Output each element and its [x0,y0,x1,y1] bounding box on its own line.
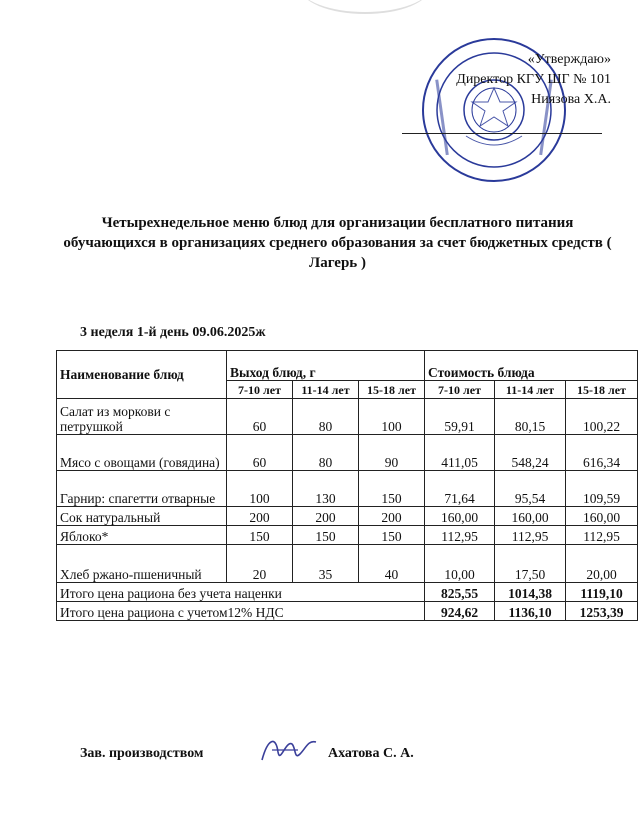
output-value: 150 [227,526,293,545]
approval-line-3: Ниязова Х.А. [531,92,611,107]
cost-value: 71,64 [425,471,495,507]
output-value: 80 [293,399,359,435]
header-name: Наименование блюд [57,351,227,399]
header-output: Выход блюд, г [227,351,425,381]
dish-name: Хлеб ржано-пшеничный [57,545,227,583]
cost-value: 17,50 [495,545,566,583]
approval-block [456,50,611,110]
cost-value: 112,95 [425,526,495,545]
header-age: 7-10 лет [227,381,293,399]
total-value: 924,62 [425,602,495,621]
table-row [57,526,638,545]
output-value: 130 [293,471,359,507]
header-row [57,351,638,381]
header-cost: Стоимость блюда [425,351,638,381]
total-label: Итого цена рациона с учетом12% НДС [57,602,425,621]
approval-line-1: «Утверждаю» [527,52,611,67]
cost-value: 95,54 [495,471,566,507]
output-value: 150 [293,526,359,545]
total-row [57,602,638,621]
paper-fold-mark [300,0,430,14]
cost-value: 160,00 [425,507,495,526]
total-value: 1136,10 [495,602,566,621]
cost-value: 112,95 [495,526,566,545]
output-value: 200 [359,507,425,526]
cost-value: 109,59 [566,471,638,507]
header-age: 11-14 лет [293,381,359,399]
output-value: 80 [293,435,359,471]
cost-value: 10,00 [425,545,495,583]
header-age: 15-18 лет [359,381,425,399]
total-value: 1253,39 [566,602,638,621]
header-age: 7-10 лет [425,381,495,399]
output-value: 100 [359,399,425,435]
dish-name: Яблоко* [57,526,227,545]
output-value: 200 [293,507,359,526]
table-row [57,507,638,526]
output-value: 35 [293,545,359,583]
cost-value: 100,22 [566,399,638,435]
day-label: 3 неделя 1-й день 09.06.2025ж [80,325,266,340]
output-value: 150 [359,526,425,545]
table-row [57,471,638,507]
total-label: Итого цена рациона без учета наценки [57,583,425,602]
menu-table [56,350,638,621]
cost-value: 20,00 [566,545,638,583]
cost-value: 160,00 [495,507,566,526]
output-value: 100 [227,471,293,507]
output-value: 60 [227,399,293,435]
cost-value: 112,95 [566,526,638,545]
dish-name: Гарнир: спагетти отварные [57,471,227,507]
table-row [57,435,638,471]
total-value: 1014,38 [495,583,566,602]
header-age: 11-14 лет [495,381,566,399]
output-value: 90 [359,435,425,471]
approval-line-2: Директор КГУ ШГ № 101 [456,72,611,87]
output-value: 60 [227,435,293,471]
footer-position: Зав. производством [80,746,204,761]
table-row [57,399,638,435]
header-age: 15-18 лет [566,381,638,399]
cost-value: 160,00 [566,507,638,526]
cost-value: 548,24 [495,435,566,471]
total-value: 825,55 [425,583,495,602]
output-value: 150 [359,471,425,507]
total-value: 1119,10 [566,583,638,602]
table-row [57,545,638,583]
dish-name: Мясо с овощами (говядина) [57,435,227,471]
output-value: 200 [227,507,293,526]
document-title: Четырехнедельное меню блюд для организации бесплатного питания обучающихся в организациях среднего образования за счет бюджетных средств ( Лагерь ) [63,215,612,271]
cost-value: 59,91 [425,399,495,435]
output-value: 20 [227,545,293,583]
handwritten-signature [258,730,322,770]
cost-value: 411,05 [425,435,495,471]
total-row [57,583,638,602]
output-value: 40 [359,545,425,583]
cost-value: 616,34 [566,435,638,471]
dish-name: Салат из моркови с петрушкой [57,399,227,435]
signature-line [402,133,602,134]
footer-signer: Ахатова С. А. [328,746,414,761]
cost-value: 80,15 [495,399,566,435]
dish-name: Сок натуральный [57,507,227,526]
